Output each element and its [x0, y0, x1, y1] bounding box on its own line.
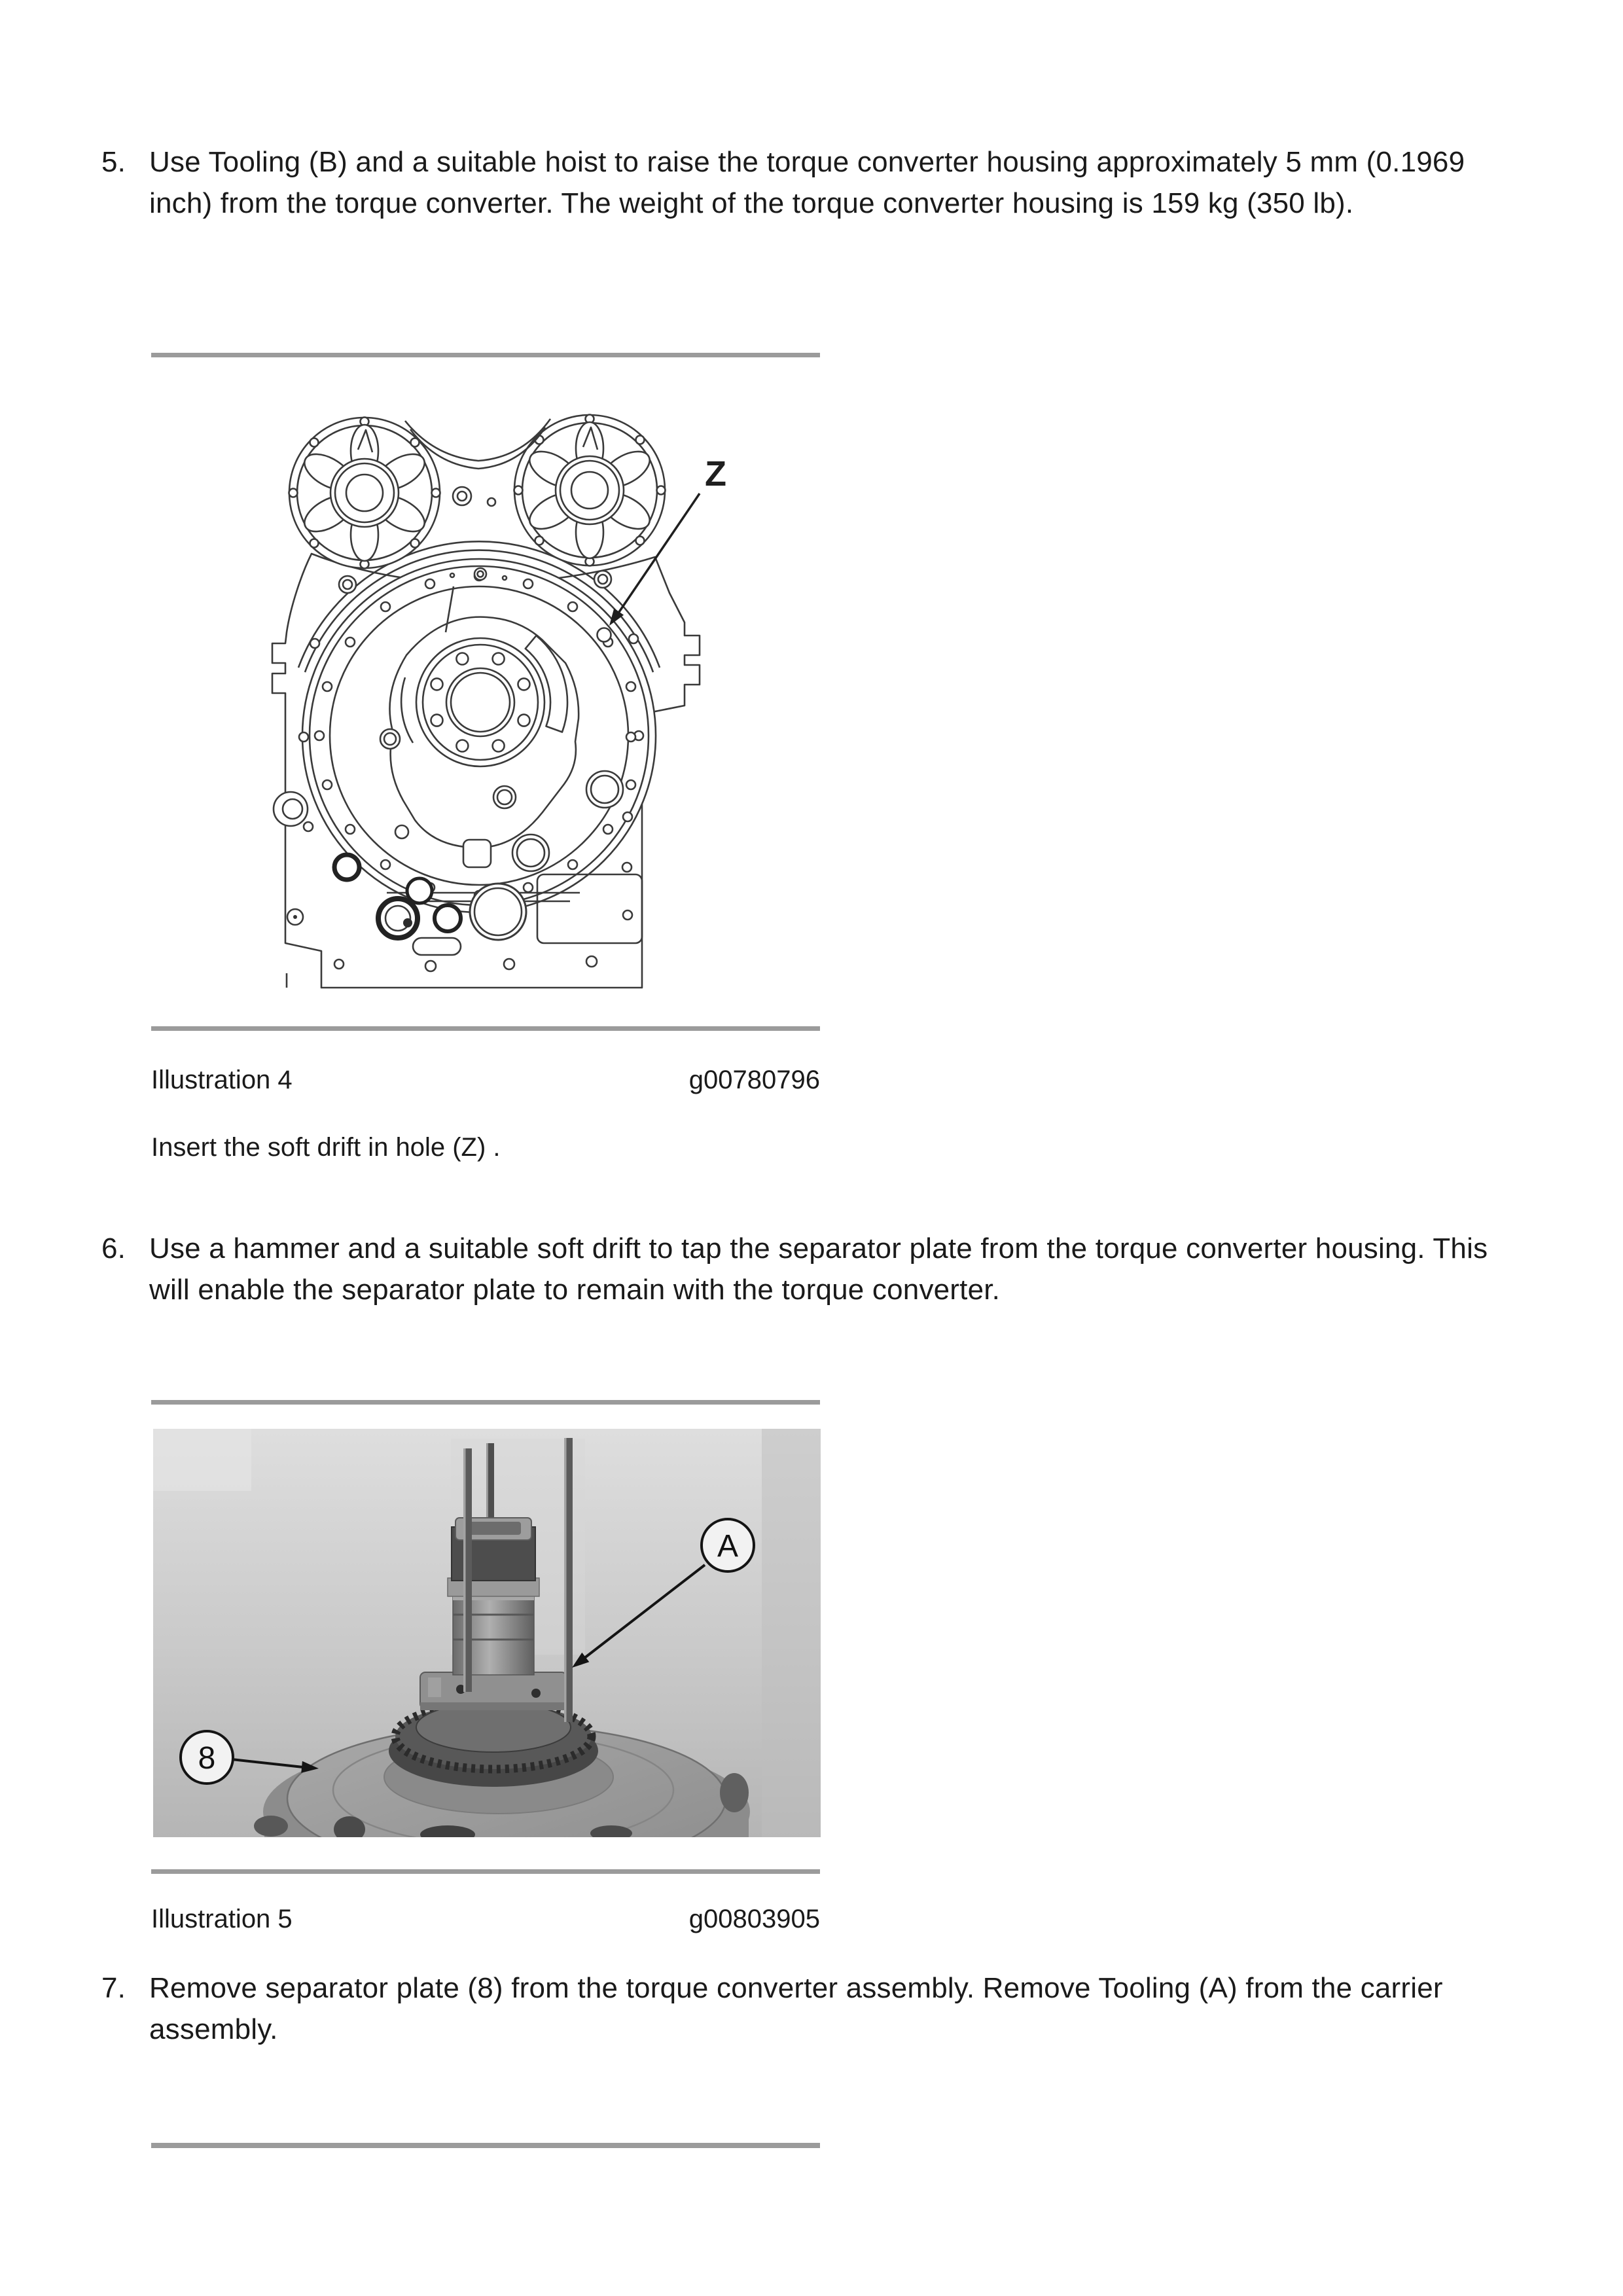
- torque-converter-housing-line-drawing: [151, 357, 820, 1025]
- right-bearing-flange: [514, 415, 666, 566]
- callout-z-label: Z: [705, 454, 726, 493]
- step-item-5: [101, 141, 1530, 224]
- figure-caption-row: [151, 1064, 820, 1096]
- step-text: Remove separator plate (8) from the torque converter assembly. Remove Tooling (A) from the carrier assembly.: [149, 1972, 1443, 2045]
- housing-outline: [272, 415, 726, 988]
- figure-bottom-divider: [151, 1026, 820, 1031]
- figure-top-divider: [151, 353, 820, 357]
- left-bearing-flange: [289, 418, 440, 569]
- step-text: Use a hammer and a suitable soft drift to tap the separator plate from the torque converter housing. This will enable the separator plate to remain with the torque converter.: [149, 1232, 1488, 1306]
- separator-plate-photo: [153, 1429, 821, 1837]
- figure-bottom-divider: [151, 1869, 820, 1874]
- step-item-7: [101, 1967, 1530, 2050]
- figure-code: g00803905: [688, 1905, 820, 1933]
- step-item-6: [101, 1228, 1530, 1310]
- step-number: 7.: [101, 1972, 126, 2004]
- callout-a-label: A: [717, 1529, 739, 1564]
- figure-label: Illustration 4: [151, 1066, 293, 1094]
- figure-top-divider: [151, 1400, 820, 1405]
- figure-description: Insert the soft drift in hole (Z) .: [151, 1133, 501, 1162]
- callout-8-label: 8: [198, 1741, 216, 1776]
- figure-caption-row: [151, 1903, 820, 1935]
- step-text: Use Tooling (B) and a suitable hoist to raise the torque converter housing approximately 5 mm (0.1969 inch) from the torque converter. The weight of the torque converter housing is 159 kg (350 lb).: [149, 146, 1465, 219]
- figure-label: Illustration 5: [151, 1905, 293, 1933]
- step-number: 5.: [101, 146, 126, 178]
- figure-code: g00780796: [688, 1066, 820, 1094]
- page-section-divider: [151, 2143, 820, 2148]
- step-number: 6.: [101, 1232, 126, 1265]
